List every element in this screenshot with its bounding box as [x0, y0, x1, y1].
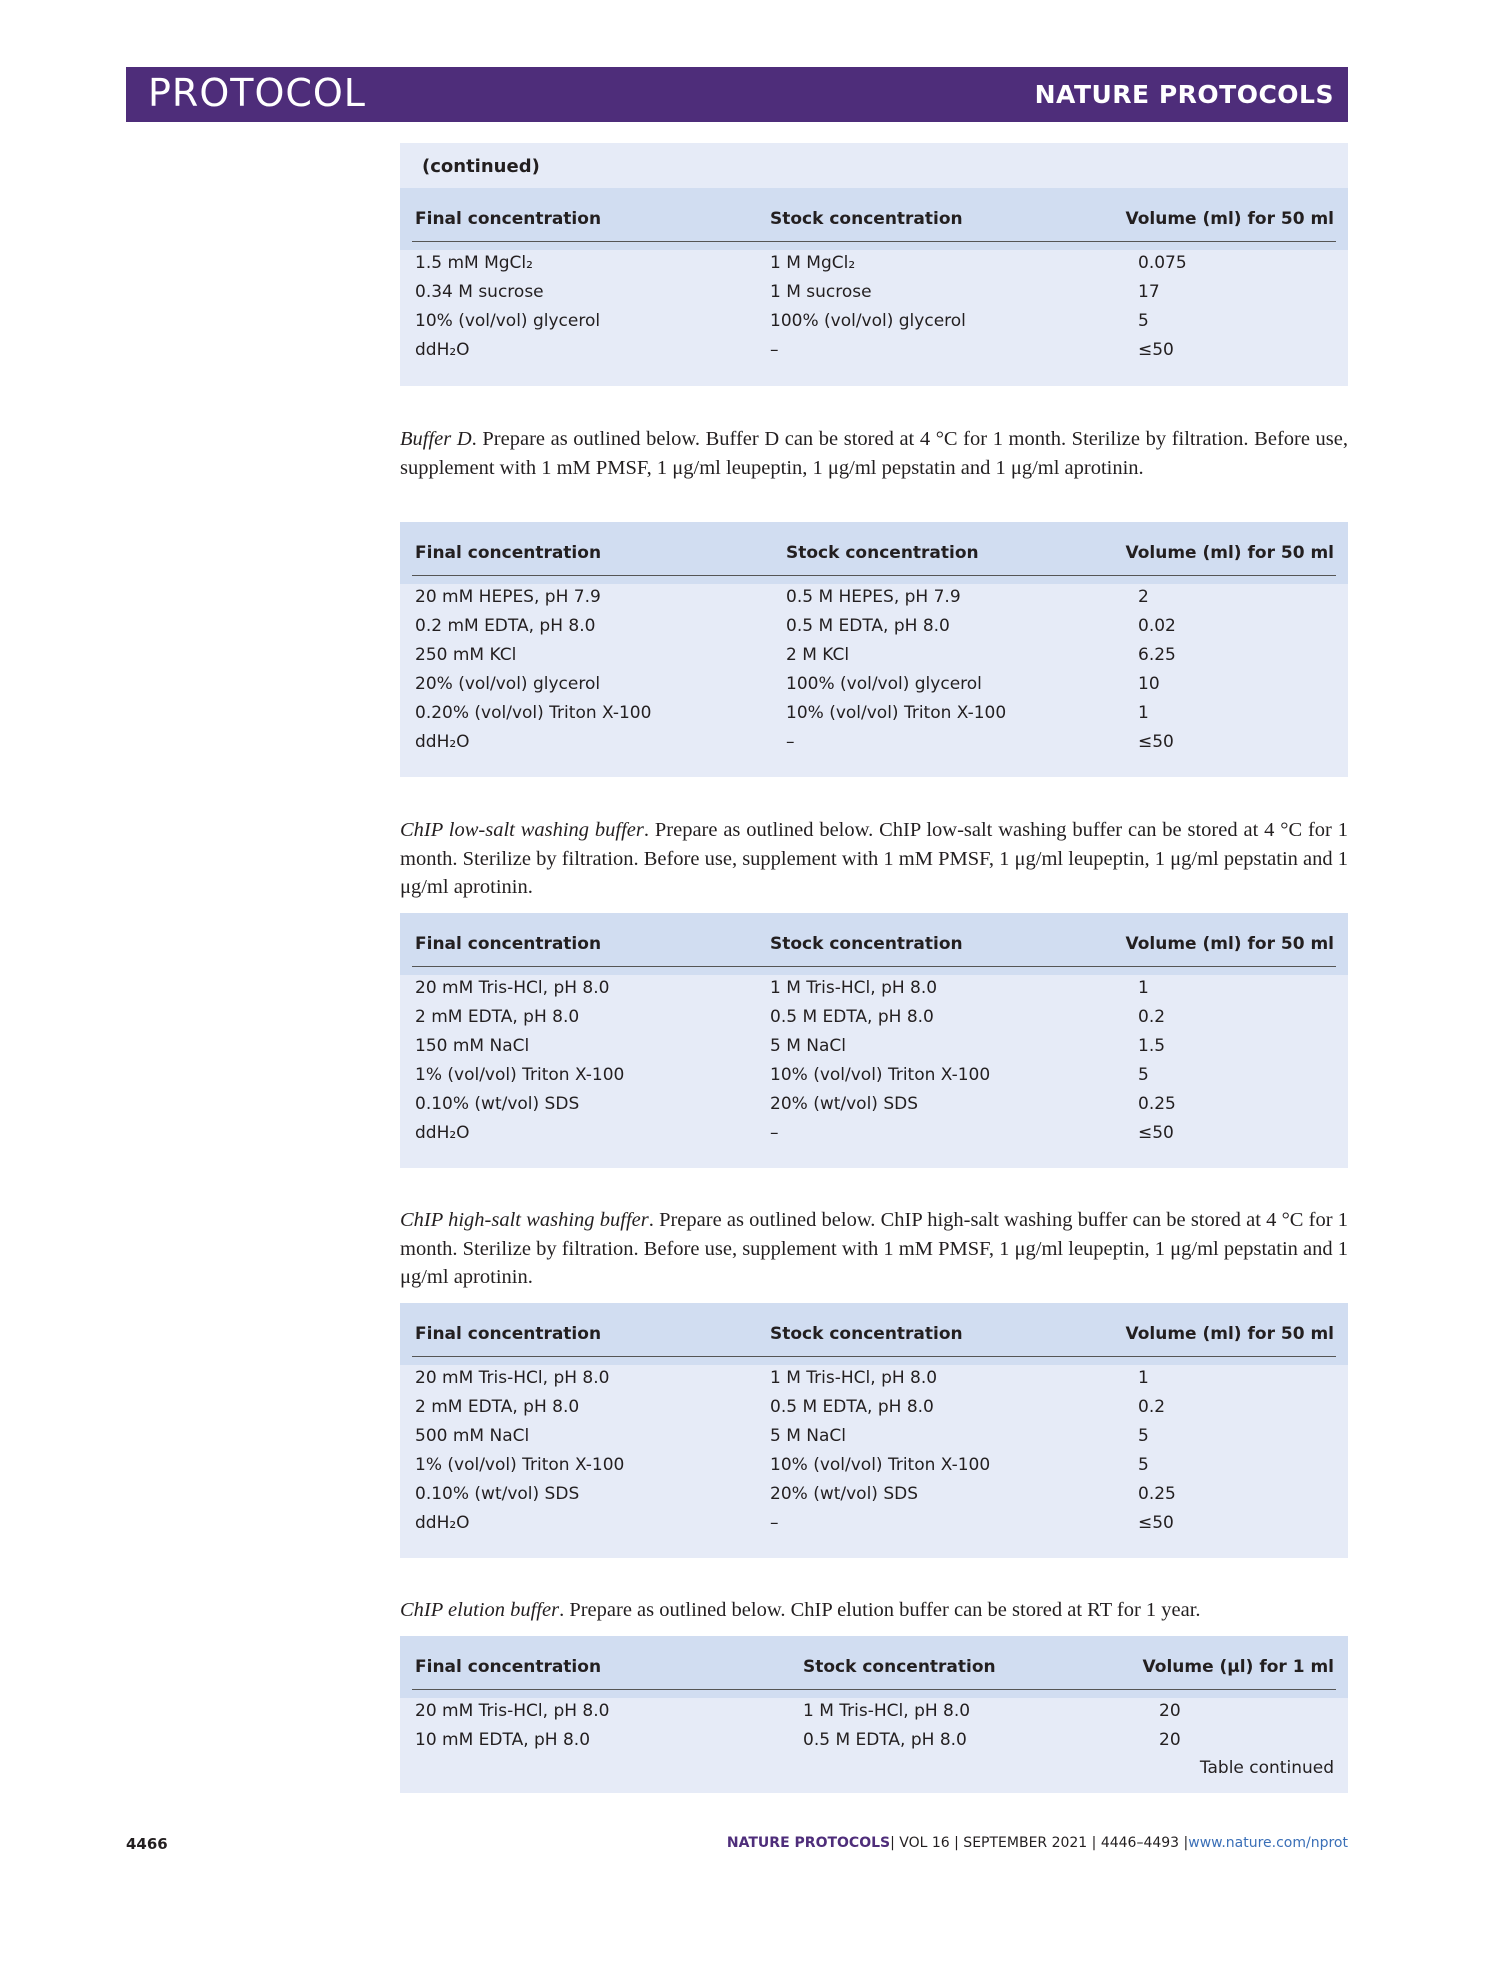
table-row: [400, 587, 1348, 615]
table-row: [400, 1094, 1348, 1122]
cell-stock: 1 M MgCl₂: [770, 253, 856, 273]
footer-citation: [727, 1835, 1348, 1851]
cell-final: 0.10% (wt/vol) SDS: [415, 1094, 580, 1114]
cell-stock: 5 M NaCl: [770, 1036, 847, 1056]
cell-stock: 2 M KCl: [786, 645, 850, 665]
cell-stock: 1 M Tris-HCl, pH 8.0: [770, 978, 938, 998]
cell-stock: 10% (vol/vol) Triton X-100: [786, 703, 1007, 723]
cell-final: 1% (vol/vol) Triton X-100: [415, 1065, 625, 1085]
header-volume: Volume (ml) for 50 ml: [1125, 934, 1334, 954]
cell-final: 0.20% (vol/vol) Triton X-100: [415, 703, 652, 723]
table-row: [400, 311, 1348, 339]
table-row: [400, 703, 1348, 731]
cell-volume: 1: [1138, 703, 1149, 723]
cell-final: 0.2 mM EDTA, pH 8.0: [415, 616, 596, 636]
header-rule: [412, 575, 1336, 576]
header-final-concentration: Final concentration: [415, 543, 602, 563]
table-row: [400, 1513, 1348, 1541]
journal-label: NATURE PROTOCOLS: [1034, 80, 1334, 109]
cell-volume: 5: [1138, 1065, 1149, 1085]
cell-final: 20 mM Tris-HCl, pH 8.0: [415, 978, 610, 998]
cell-volume: 1: [1138, 1368, 1149, 1388]
cell-volume: 1: [1138, 978, 1149, 998]
paragraph-text: . Prepare as outlined below. ChIP elution buffer can be stored at RT for 1 year.: [559, 1599, 1201, 1621]
paragraph-title: Buffer D: [400, 428, 472, 450]
cell-final: ddH₂O: [415, 1123, 470, 1143]
header-stock-concentration: Stock concentration: [803, 1657, 996, 1677]
table-row: [400, 1484, 1348, 1512]
paragraph-text: . Prepare as outlined below. Buffer D can be stored at 4 °C for 1 month. Sterilize by filtration. Before use, supplement with 1 mM PMSF, 1 μg/ml leupeptin, 1 μg/ml pepstatin and 1 μg/ml aprotinin.: [400, 428, 1348, 479]
header-rule: [412, 1689, 1336, 1690]
cell-stock: 100% (vol/vol) glycerol: [786, 674, 982, 694]
table-row: [400, 674, 1348, 702]
cell-final: 20 mM Tris-HCl, pH 8.0: [415, 1701, 610, 1721]
cell-volume: 20: [1159, 1701, 1181, 1721]
table-row: [400, 645, 1348, 673]
cell-final: 0.10% (wt/vol) SDS: [415, 1484, 580, 1504]
table-row: [400, 253, 1348, 281]
header-volume: Volume (ml) for 50 ml: [1125, 209, 1334, 229]
cell-stock: 1 M Tris-HCl, pH 8.0: [770, 1368, 938, 1388]
cell-volume: 2: [1138, 587, 1149, 607]
footer-url[interactable]: www.nature.com/nprot: [1188, 1835, 1348, 1851]
paragraph-buffer-d: [400, 425, 1348, 482]
table-low-salt: [400, 913, 1348, 1168]
cell-stock: 0.5 M EDTA, pH 8.0: [770, 1007, 934, 1027]
table-continued: [400, 143, 1348, 386]
cell-final: 10% (vol/vol) glycerol: [415, 311, 601, 331]
paragraph-text: . Prepare as outlined below. ChIP low-salt washing buffer can be stored at 4 °C for 1 month. Sterilize by filtration. Before use, supplement with 1 mM PMSF, 1 μg/ml leupeptin, 1 μg/ml pepstatin and 1 μg/ml aprotinin.: [400, 819, 1348, 898]
cell-volume: ≤50: [1138, 1123, 1174, 1143]
cell-final: 10 mM EDTA, pH 8.0: [415, 1730, 591, 1750]
table-high-salt: [400, 1303, 1348, 1558]
paragraph-text: . Prepare as outlined below. ChIP high-salt washing buffer can be stored at 4 °C for 1 month. Sterilize by filtration. Before use, supplement with 1 mM PMSF, 1 μg/ml leupeptin, 1 μg/ml pepstatin and 1 μg/ml aprotinin.: [400, 1209, 1349, 1288]
paragraph-elution: [400, 1596, 1348, 1625]
cell-final: 500 mM NaCl: [415, 1426, 530, 1446]
cell-final: ddH₂O: [415, 732, 470, 752]
cell-final: 20 mM Tris-HCl, pH 8.0: [415, 1368, 610, 1388]
cell-volume: 5: [1138, 311, 1149, 331]
cell-stock: 5 M NaCl: [770, 1426, 847, 1446]
paragraph-title: ChIP elution buffer: [400, 1599, 560, 1621]
cell-final: 1.5 mM MgCl₂: [415, 253, 533, 273]
cell-volume: ≤50: [1138, 340, 1174, 360]
header-final-concentration: Final concentration: [415, 934, 602, 954]
cell-stock: –: [770, 1513, 779, 1533]
cell-stock: –: [786, 732, 795, 752]
table-continued-note: Table continued: [1199, 1758, 1334, 1778]
header-volume: Volume (μl) for 1 ml: [1142, 1657, 1334, 1677]
cell-stock: 10% (vol/vol) Triton X-100: [770, 1455, 991, 1475]
header-final-concentration: Final concentration: [415, 1324, 602, 1344]
table-row: [400, 1397, 1348, 1425]
table-row: [400, 978, 1348, 1006]
cell-stock: 0.5 M EDTA, pH 8.0: [803, 1730, 967, 1750]
cell-volume: 1.5: [1138, 1036, 1166, 1056]
table-elution: [400, 1636, 1348, 1793]
cell-final: 0.34 M sucrose: [415, 282, 544, 302]
cell-stock: 20% (wt/vol) SDS: [770, 1094, 919, 1114]
cell-stock: 0.5 M EDTA, pH 8.0: [770, 1397, 934, 1417]
header-final-concentration: Final concentration: [415, 1657, 602, 1677]
paragraph-title: ChIP low-salt washing buffer: [400, 819, 644, 841]
cell-volume: 0.075: [1138, 253, 1187, 273]
table-row: [400, 1455, 1348, 1483]
cell-final: ddH₂O: [415, 340, 470, 360]
header-stock-concentration: Stock concentration: [770, 934, 963, 954]
table-row: [400, 282, 1348, 310]
cell-final: 150 mM NaCl: [415, 1036, 530, 1056]
footer-journal: NATURE PROTOCOLS: [726, 1835, 891, 1851]
paragraph-high-salt: [400, 1206, 1348, 1292]
table-row: [400, 732, 1348, 760]
cell-volume: 6.25: [1138, 645, 1176, 665]
header-final-concentration: Final concentration: [415, 209, 602, 229]
cell-stock: 0.5 M HEPES, pH 7.9: [786, 587, 961, 607]
section-label: PROTOCOL: [148, 71, 366, 115]
header-volume: Volume (ml) for 50 ml: [1125, 543, 1334, 563]
cell-stock: 20% (wt/vol) SDS: [770, 1484, 919, 1504]
cell-volume: 0.25: [1138, 1094, 1176, 1114]
cell-final: 1% (vol/vol) Triton X-100: [415, 1455, 625, 1475]
cell-volume: 17: [1138, 282, 1160, 302]
table-row: [400, 1730, 1348, 1758]
table-row: [400, 1368, 1348, 1396]
header-banner: [126, 67, 1348, 122]
table-row: [400, 340, 1348, 368]
paragraph-low-salt: [400, 816, 1348, 902]
header-rule: [412, 241, 1336, 242]
table-row: [400, 1123, 1348, 1151]
page-number: 4466: [126, 1835, 168, 1853]
cell-volume: ≤50: [1138, 732, 1174, 752]
header-stock-concentration: Stock concentration: [770, 1324, 963, 1344]
cell-stock: 1 M Tris-HCl, pH 8.0: [803, 1701, 971, 1721]
cell-final: ddH₂O: [415, 1513, 470, 1533]
header-rule: [412, 966, 1336, 967]
cell-final: 250 mM KCl: [415, 645, 517, 665]
cell-stock: 0.5 M EDTA, pH 8.0: [786, 616, 950, 636]
cell-volume: 10: [1138, 674, 1160, 694]
cell-volume: ≤50: [1138, 1513, 1174, 1533]
paragraph-title: ChIP high-salt washing buffer: [400, 1209, 649, 1231]
footer-volume-info: | VOL 16 | SEPTEMBER 2021 | 4446–4493 |: [890, 1835, 1189, 1851]
cell-stock: –: [770, 340, 779, 360]
header-rule: [412, 1356, 1336, 1357]
table-row: [400, 1065, 1348, 1093]
cell-volume: 5: [1138, 1426, 1149, 1446]
cell-stock: 10% (vol/vol) Triton X-100: [770, 1065, 991, 1085]
cell-stock: 100% (vol/vol) glycerol: [770, 311, 966, 331]
header-stock-concentration: Stock concentration: [770, 209, 963, 229]
cell-volume: 0.2: [1138, 1007, 1166, 1027]
table-row: [400, 1007, 1348, 1035]
header-volume: Volume (ml) for 50 ml: [1125, 1324, 1334, 1344]
cell-final: 20 mM HEPES, pH 7.9: [415, 587, 601, 607]
table-caption: (continued): [422, 156, 540, 177]
cell-volume: 0.2: [1138, 1397, 1166, 1417]
table-row: [400, 1036, 1348, 1064]
table-row: [400, 1701, 1348, 1729]
cell-stock: –: [770, 1123, 779, 1143]
cell-volume: 5: [1138, 1455, 1149, 1475]
cell-volume: 0.25: [1138, 1484, 1176, 1504]
cell-volume: 20: [1159, 1730, 1181, 1750]
cell-stock: 1 M sucrose: [770, 282, 872, 302]
header-stock-concentration: Stock concentration: [786, 543, 979, 563]
cell-final: 2 mM EDTA, pH 8.0: [415, 1397, 580, 1417]
cell-volume: 0.02: [1138, 616, 1176, 636]
cell-final: 2 mM EDTA, pH 8.0: [415, 1007, 580, 1027]
table-row: [400, 1426, 1348, 1454]
table-buffer-d: [400, 522, 1348, 777]
table-row: [400, 616, 1348, 644]
cell-final: 20% (vol/vol) glycerol: [415, 674, 601, 694]
